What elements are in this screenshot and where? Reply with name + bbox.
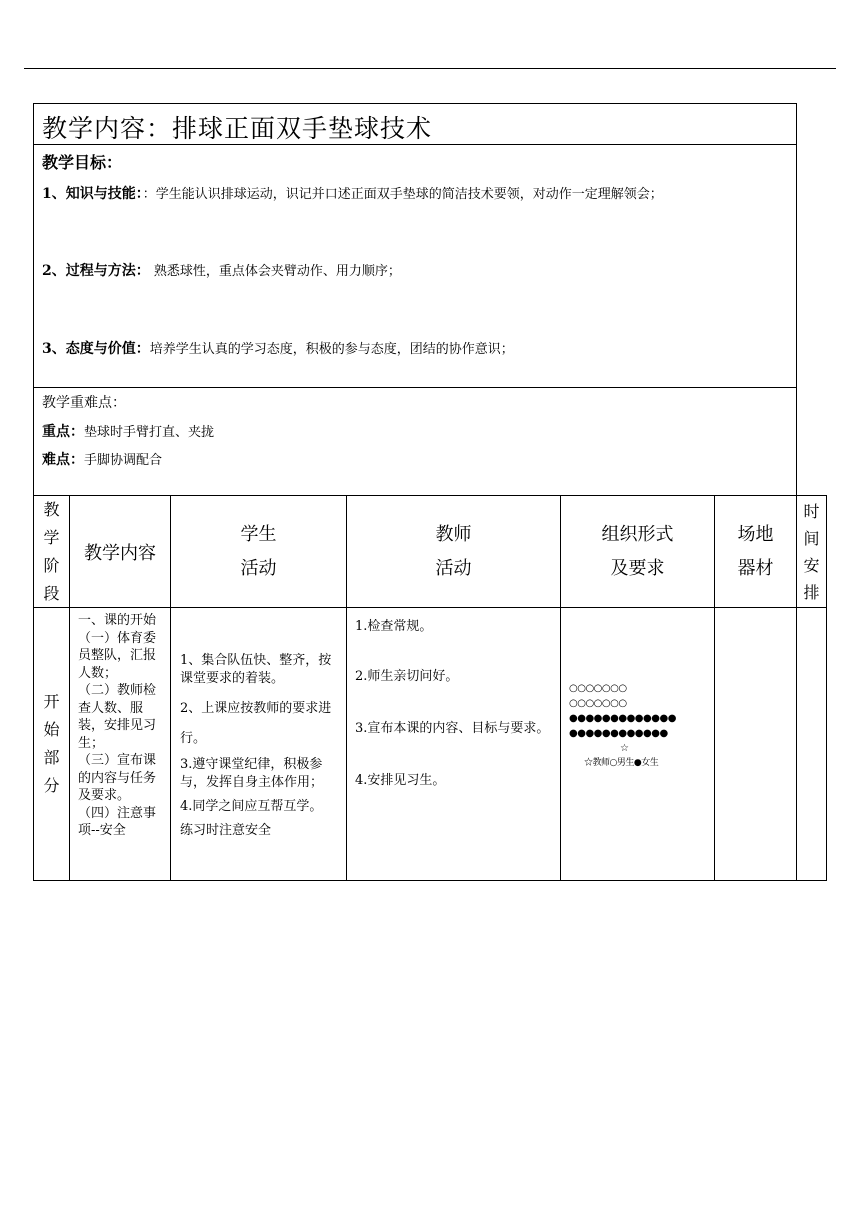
formation-diagram	[569, 681, 676, 771]
objective-label: 1、知识与技能：	[42, 186, 143, 202]
header-time-char: 排	[803, 582, 820, 602]
stage-char: 开	[43, 692, 60, 711]
header-stage-char: 阶	[43, 555, 60, 575]
header-stage-char: 段	[43, 583, 60, 603]
header-student	[170, 495, 347, 608]
title-label: 教学内容：	[42, 114, 173, 143]
objective-text: ：学生能认识排球运动，识记并口述正面双手垫球的简洁技术要领，对动作一定理解领会；	[142, 187, 663, 202]
objective-attitude	[42, 338, 514, 358]
difficulty-box	[33, 387, 797, 496]
content-line: （二）教师检查人数、服装，安排见习生；	[78, 683, 157, 751]
hard-point	[42, 449, 162, 469]
teacher-cell	[346, 607, 561, 881]
header-teacher-line: 教师	[435, 523, 472, 545]
hard-point-text: 手脚协调配合	[84, 453, 163, 468]
stage-char: 分	[43, 776, 60, 795]
header-venue-line: 器材	[737, 557, 774, 579]
header-content	[69, 495, 171, 608]
header-student-line: 活动	[240, 557, 277, 579]
teacher-line: 2.师生亲切问好。	[355, 669, 459, 684]
teacher-star: ☆	[620, 743, 629, 754]
title-value: 排球正面双手垫球技术	[172, 114, 433, 143]
header-teacher-line: 活动	[435, 557, 472, 579]
header-rule	[24, 68, 836, 69]
content-line: （四）注意事项--安全	[78, 805, 157, 838]
header-stage	[33, 495, 70, 608]
header-teacher	[346, 495, 561, 608]
header-student-line: 学生	[240, 523, 277, 545]
header-time-char: 时	[803, 501, 820, 521]
student-line: 3.遵守课堂纪律，积极参与，发挥自身主体作用；	[180, 757, 324, 790]
student-line: 2、上课应按教师的要求进行。	[180, 701, 332, 746]
student-line: 练习时注意安全	[180, 823, 272, 838]
header-stage-char: 学	[43, 527, 60, 547]
key-point	[42, 421, 214, 441]
time-cell	[796, 607, 827, 881]
content-line: （一）体育委员整队，汇报人数；	[78, 630, 157, 681]
header-venue-line: 场地	[737, 523, 774, 545]
objective-label: 2、过程与方法：	[42, 263, 150, 279]
header-venue	[714, 495, 797, 608]
stage-char: 部	[43, 748, 60, 767]
header-time	[796, 495, 827, 608]
student-line: 4.同学之间应互帮互学。	[180, 799, 323, 814]
difficulty-heading: 教学重难点：	[42, 395, 126, 411]
objective-text: 培养学生认真的学习态度，积极的参与态度，团结的协作意识；	[149, 342, 514, 357]
objective-text: 熟悉球性，重点体会夹臂动作、用力顺序；	[149, 264, 401, 279]
male-row: ○○○○○○○	[569, 683, 627, 694]
objective-label: 3、态度与价值：	[42, 341, 150, 357]
header-org-line: 及要求	[610, 557, 665, 579]
objective-process	[42, 260, 401, 280]
header-stage-char: 教	[43, 499, 60, 519]
stage-char: 始	[43, 720, 60, 739]
formation-legend: ☆教师○男生●女生	[584, 758, 659, 768]
male-row: ○○○○○○○	[569, 698, 627, 709]
venue-cell	[714, 607, 797, 881]
header-time-char: 安	[803, 555, 820, 575]
student-line: 1、集合队伍快、整齐，按课堂要求的着装。	[180, 653, 332, 686]
teacher-line: 1.检查常规。	[355, 619, 433, 634]
content-cell	[69, 607, 171, 881]
student-cell	[170, 607, 347, 881]
header-org	[560, 495, 715, 608]
header-org-line: 组织形式	[601, 523, 674, 545]
objective-knowledge	[42, 183, 663, 203]
header-time-char: 间	[803, 528, 820, 548]
teacher-line: 4.安排见习生。	[355, 773, 446, 788]
female-row: ●●●●●●●●●●●●●	[569, 713, 676, 724]
key-point-text: 垫球时手臂打直、夹拢	[84, 425, 215, 440]
stage-start	[33, 607, 70, 881]
objectives-heading: 教学目标：	[42, 153, 123, 172]
teacher-line: 3.宣布本课的内容、目标与要求。	[355, 721, 550, 736]
hard-point-label: 难点：	[42, 452, 84, 468]
lesson-title	[42, 109, 432, 145]
content-line: （三）宣布课的内容与任务及要求。	[78, 753, 157, 803]
female-row: ●●●●●●●●●●●●	[569, 728, 668, 739]
key-point-label: 重点：	[42, 424, 84, 440]
header-content-label: 教学内容	[84, 542, 156, 564]
content-line: 一、课的开始	[78, 613, 157, 628]
org-cell	[560, 607, 715, 881]
